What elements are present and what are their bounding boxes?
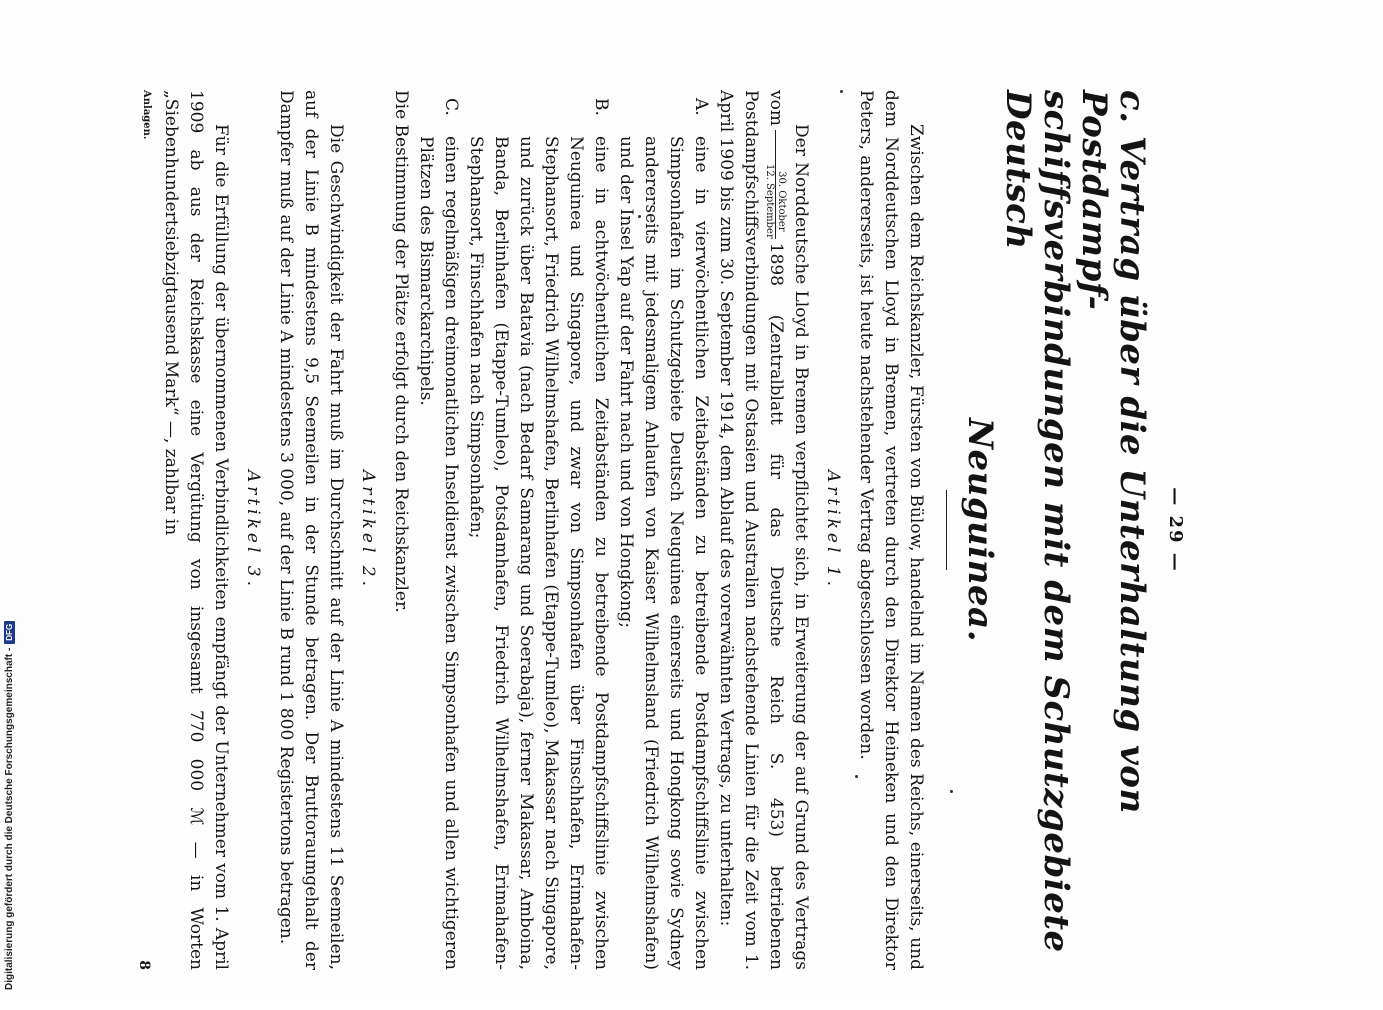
list-item-a xyxy=(613,90,713,970)
signature-number: 8 xyxy=(136,960,152,970)
page-footer xyxy=(136,90,152,970)
intro-paragraph: Zwischen dem Reichskanzler, Fürsten von Bülow, handelnd im Namen des Reichs, einerseits, und dem Norddeutschen Lloyd in Bremen, vertreten durch den Direktor Heineken und den Direktor Peters, andererseits, ist heute nachstehender Vertrag abgeschlossen worden. xyxy=(856,90,926,970)
heading-line-2: schiffsverbindungen mit dem Schutzgebiete Deutsch xyxy=(998,90,1076,953)
article-1-title: Artikel 1. xyxy=(823,469,843,591)
scan-speck xyxy=(840,90,843,93)
fraction-denominator: 12. September xyxy=(764,163,775,239)
list-marker: C. xyxy=(441,98,461,116)
article-1-text-b: 1898 (Zentralblatt für das Deutsche Reich S. 453) betriebenen Postdampfschiffsverbindungen mit Ostasien und Australien nachstehende Linien für die Zeit vom 1. April 1909 bis zum 30. September 1914, dem Ablauf des vorerwähnten Vertrags, zu unterhalten: xyxy=(716,90,786,970)
list-item-c xyxy=(413,90,463,970)
list-text: eine in vierwöchentlichen Zeitabständen zu betreibende Postdampfschiffslinie zwischen Simpsonhafen im Schutzgebiete Deutsch Neuguinea einerseits und Hongkong sowie Sydney andererseits mit jedesmaligem Anlaufen von Kaiser Wilhelmsland (Friedrich Wilhelmshafen) und der Insel Yap auf der Fahrt nach und von Hongkong; xyxy=(616,136,711,970)
list-text: eine in achtwöchentlichen Zeitabständen zu betreibende Postdampfschiffslinie zwischen Neuguinea und Singapore, und zwar von Simpsonhafen über Finschhafen, Erimahafen-Stephansort, Friedrich Wilhelmshafen, Berlinhafen (Etappe-Tumleo), Makassar nach Singapore, und zurück über Batavia (nach Bedarf Samarang und Soerabaja), ferner Makassar, Amboina, Banda, Berlinhafen (Etappe-Tumleo), Potsdamhafen, Friedrich Wilhelmshafen, Erimahafen-Stephansort, Finschhafen nach Simpsonhafen; xyxy=(466,136,611,970)
scan-speck xyxy=(638,215,641,218)
list-text: einen regelmäßigen dreimonatlichen Inseldienst zwischen Simpsonhafen und allen wichtigeren Plätzen des Bismarckarchipels. xyxy=(416,136,461,970)
article-1-closing: Die Bestimmung der Plätze erfolgt durch den Reichskanzler. xyxy=(391,90,411,613)
heading-line-3: Neuguinea. xyxy=(960,417,1000,643)
list-item-b xyxy=(463,90,613,970)
funding-note xyxy=(4,621,15,990)
article-3-title: Artikel 3. xyxy=(243,469,263,591)
page-content xyxy=(136,50,1210,1010)
article-2-paragraph: Die Geschwindigkeit der Fahrt muß im Durchschnitt auf der Linie A mindestens 11 Seemeilen, auf der Linie B mindestens 9,5 Seemeilen in der Stunde betragen. Der Bruttoraumgehalt der Dampfer muß auf der Linie A mindestens 3 000, auf der Linie B rund 1 800 Registertons betragen. xyxy=(276,90,346,970)
scan-speck xyxy=(950,790,953,793)
list-marker: B. xyxy=(591,98,611,116)
scan-speck xyxy=(855,775,858,778)
article-2-title: Artikel 2. xyxy=(358,469,378,591)
date-fraction xyxy=(764,130,787,239)
document-heading xyxy=(961,90,1151,970)
heading-line-1: c. Vertrag über die Unterhaltung von Postdampf- xyxy=(1074,90,1152,814)
divider xyxy=(946,490,947,570)
footer-annex-label: Anlagen. xyxy=(141,90,152,140)
list-marker: A. xyxy=(691,98,711,116)
fraction-numerator: 30. Oktober xyxy=(775,130,787,239)
dfg-logo: DFG xyxy=(4,621,15,644)
article-1-text-a: Der Norddeutsche Lloyd in Bremen verpflichtet sich, in Erweiterung der auf Grund des Vertrags vom xyxy=(766,90,811,970)
article-3-paragraph: Für die Erfüllung der übernommenen Verbindlichkeiten empfängt der Unternehmer vom 1. April 1909 ab aus der Reichskasse eine Vergütung von insgesamt 770 000 ℳ — in Worten „Siebenhundertsiebzigtausend Mark“ —, zahlbar in xyxy=(161,90,231,970)
article-1-paragraph xyxy=(713,90,813,970)
page-number: — 29 — xyxy=(1165,487,1186,573)
funding-text: Digitalisierung gefördert durch die Deutsche Forschungsgemeinschaft - xyxy=(4,647,15,990)
